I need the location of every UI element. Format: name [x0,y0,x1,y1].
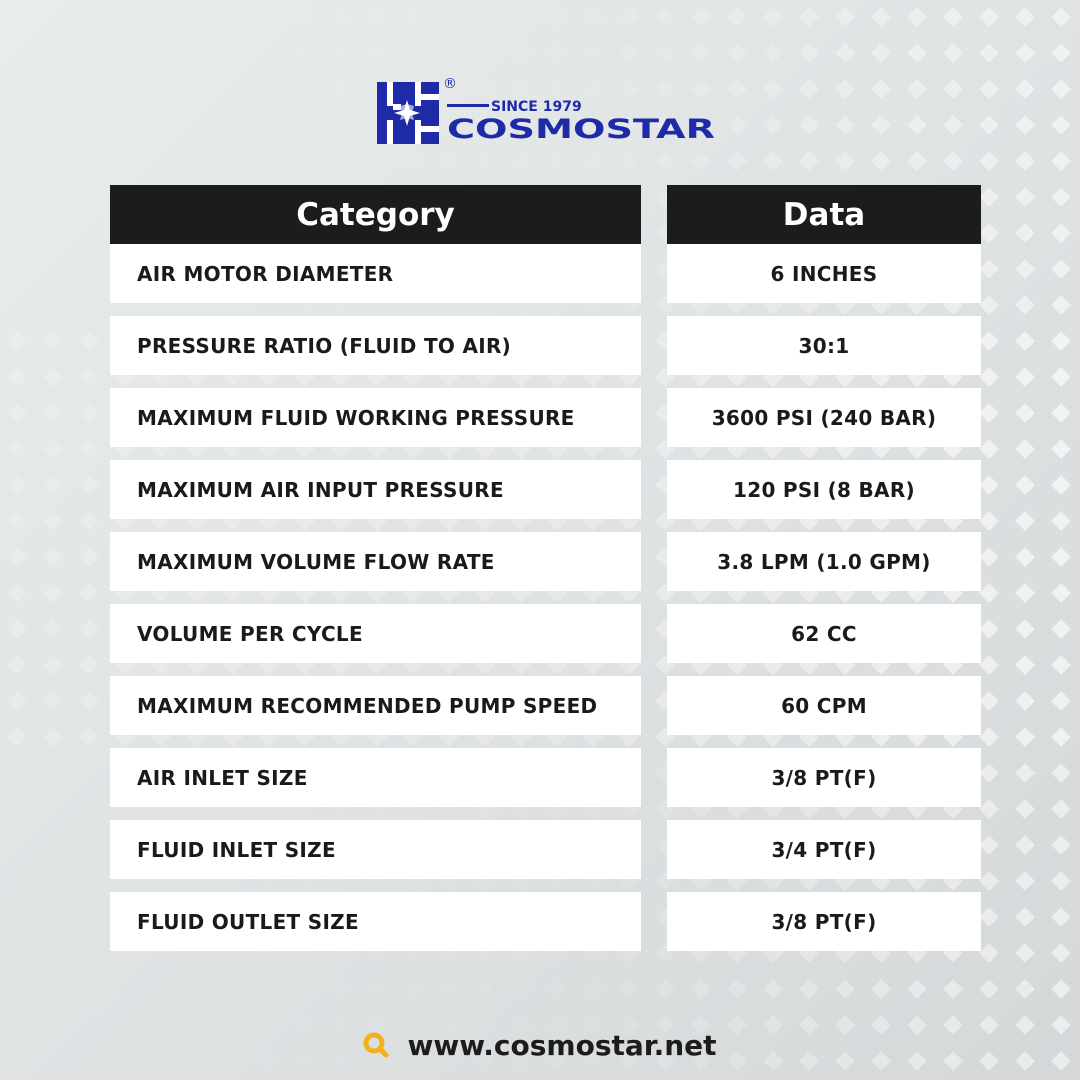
category-cell: AIR MOTOR DIAMETER [110,244,641,303]
data-cell: 62 CC [667,604,981,663]
data-cell: 120 PSI (8 BAR) [667,460,981,519]
category-cell: VOLUME PER CYCLE [110,604,641,663]
data-cell: 3.8 LPM (1.0 GPM) [667,532,981,591]
table-row [110,676,981,735]
svg-text:®: ® [443,76,457,92]
category-cell: MAXIMUM VOLUME FLOW RATE [110,532,641,591]
table-row [110,820,981,879]
category-cell: MAXIMUM AIR INPUT PRESSURE [110,460,641,519]
table-row [110,244,981,303]
data-cell: 30:1 [667,316,981,375]
category-cell: FLUID INLET SIZE [110,820,641,879]
brand-logo [375,74,720,146]
data-cell: 3/8 PT(F) [667,892,981,951]
spec-table [110,185,981,951]
category-cell: MAXIMUM FLUID WORKING PRESSURE [110,388,641,447]
table-row [110,460,981,519]
data-cell: 60 CPM [667,676,981,735]
data-header: Data [667,185,981,244]
category-cell: MAXIMUM RECOMMENDED PUMP SPEED [110,676,641,735]
search-icon [363,1032,389,1058]
data-cell: 3/8 PT(F) [667,748,981,807]
website-url[interactable]: www.cosmostar.net [407,1028,717,1062]
footer [0,1025,1080,1065]
data-cell: 3/4 PT(F) [667,820,981,879]
table-row [110,892,981,951]
table-row [110,316,981,375]
data-cell: 6 INCHES [667,244,981,303]
category-header: Category [110,185,641,244]
logo-wordmark: COSMOSTAR [447,114,716,145]
table-header [110,185,981,244]
category-cell: PRESSURE RATIO (FLUID TO AIR) [110,316,641,375]
table-row [110,604,981,663]
since-text: SINCE 1979 [491,99,582,115]
table-row [110,388,981,447]
category-cell: FLUID OUTLET SIZE [110,892,641,951]
data-cell: 3600 PSI (240 BAR) [667,388,981,447]
table-row [110,748,981,807]
table-row [110,532,981,591]
table-body [110,244,981,951]
category-cell: AIR INLET SIZE [110,748,641,807]
